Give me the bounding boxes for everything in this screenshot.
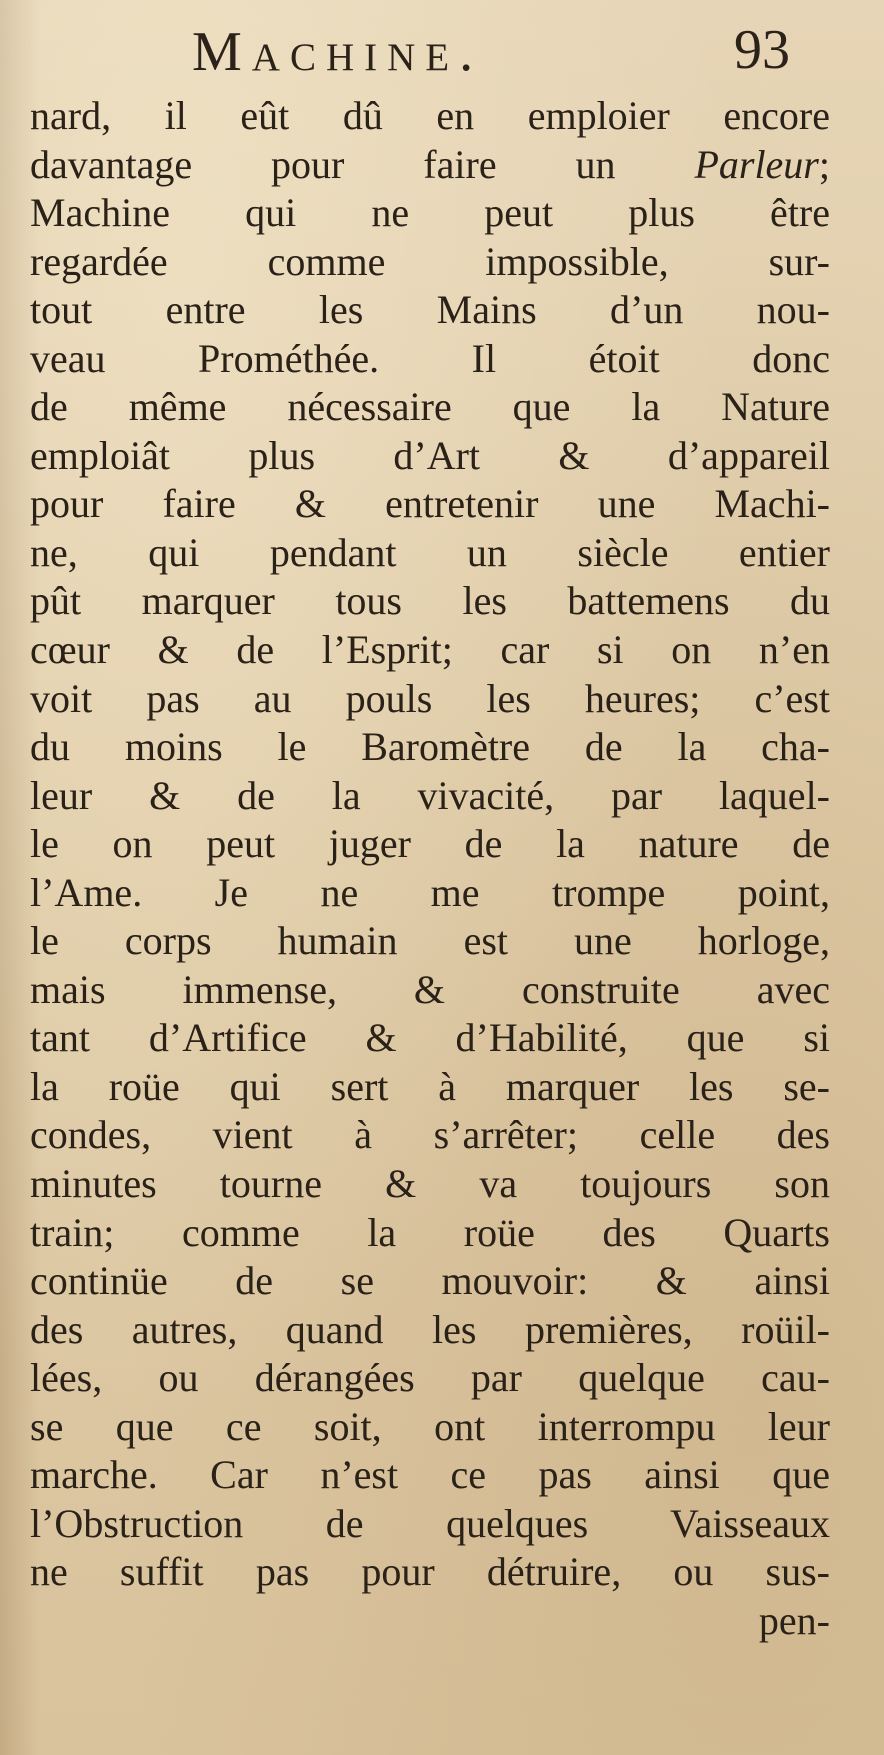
body-text xyxy=(30,92,830,1646)
running-title: Machine. xyxy=(192,21,484,83)
text-line-19: mais immense, & construite avec xyxy=(30,966,830,1012)
text-line-12: cœur & de l’Esprit; car si on n’en xyxy=(30,627,830,673)
text-line-23: minutes tourne & va toujours son xyxy=(30,1161,830,1207)
italic-word-parleur: Parleur xyxy=(694,141,819,187)
text-line-27: lées, ou dérangées par quelque cau- xyxy=(30,1355,830,1401)
text-line-5: tout entre les Mains d’un nou- xyxy=(30,287,830,333)
text-line-10: ne, qui pendant un siècle entier xyxy=(30,529,830,575)
text-line-20: tant d’Artifice & d’Habilité, que si xyxy=(30,1015,830,1061)
text-line-7: de même nécessaire que la Nature xyxy=(30,384,830,430)
catchword: pen- xyxy=(758,1597,830,1643)
page-header xyxy=(0,14,884,94)
text-line-2-end: ; xyxy=(818,141,830,187)
text-line-11: pût marquer tous les battemens du xyxy=(30,578,830,624)
text-line-25: continüe de se mouvoir: & ainsi xyxy=(30,1258,830,1304)
text-line-6: veau Prométhée. Il étoit donc xyxy=(30,335,830,381)
page-number: 93 xyxy=(734,19,790,81)
text-line-31: ne suffit pas pour détruire, ou sus- xyxy=(30,1549,830,1595)
text-line-17: l’Ame. Je ne me trompe point, xyxy=(30,869,830,915)
text-line-9: pour faire & entretenir une Machi- xyxy=(30,481,830,527)
text-line-22: condes, vient à s’arrêter; celle des xyxy=(30,1112,830,1158)
text-line-30: l’Obstruction de quelques Vaisseaux xyxy=(30,1500,830,1546)
text-line-2 xyxy=(30,141,830,190)
text-line-15: leur & de la vivacité, par laquel- xyxy=(30,772,830,818)
text-line-28: se que ce soit, ont interrompu leur xyxy=(30,1403,830,1449)
text-line-14: du moins le Baromètre de la cha- xyxy=(30,724,830,770)
text-line-4: regardée comme impossible, sur- xyxy=(30,238,830,284)
text-line-1: nard, il eût dû en emploier encore xyxy=(30,93,830,138)
text-line-24: train; comme la roüe des Quarts xyxy=(30,1209,830,1255)
text-line-16: le on peut juger de la nature de xyxy=(30,821,830,867)
text-line-3: Machine qui ne peut plus être xyxy=(30,190,830,236)
text-line-21: la roüe qui sert à marquer les se- xyxy=(30,1063,830,1109)
text-line-29: marche. Car n’est ce pas ainsi que xyxy=(30,1452,830,1498)
text-line-26: des autres, quand les premières, roüil- xyxy=(30,1306,830,1352)
text-line-8: emploiât plus d’Art & d’appareil xyxy=(30,432,830,478)
text-line-18: le corps humain est une horloge, xyxy=(30,918,830,964)
text-line-2-start: davantage pour faire un xyxy=(30,141,695,187)
text-line-13: voit pas au pouls les heures; c’est xyxy=(30,675,830,721)
